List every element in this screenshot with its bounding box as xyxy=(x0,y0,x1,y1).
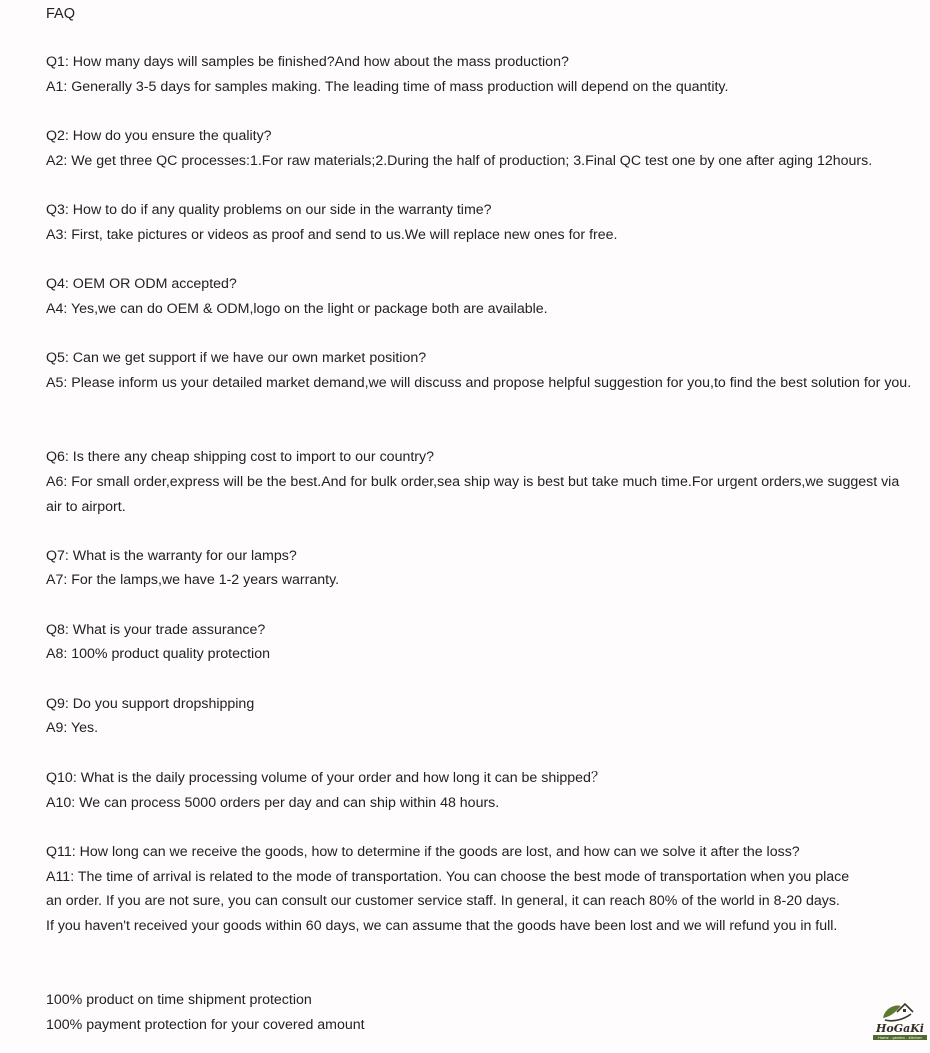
faq-answer-1: A1: Generally 3-5 days for samples making. The leading time of mass production will depend on the quantity. xyxy=(46,79,729,95)
faq-answer-2: A2: We get three QC processes:1.For raw materials;2.During the half of production; 3.Final QC test one by one after aging 12hours. xyxy=(46,153,873,169)
brand-logo xyxy=(871,1000,929,1042)
faq-question-10: Q10: What is the daily processing volume of your order and how long it can be shipped？ xyxy=(46,770,606,786)
faq-question-9: Q9: Do you support dropshipping xyxy=(46,696,255,712)
faq-answer-4: A4: Yes,we can do OEM & ODM,logo on the light or package both are available. xyxy=(46,301,548,317)
faq-answer-9: A9: Yes. xyxy=(46,720,99,736)
logo-brand-text: HoGaKi xyxy=(876,1022,924,1035)
faq-question-7: Q7: What is the warranty for our lamps? xyxy=(46,548,297,564)
faq-answer-7: A7: For the lamps,we have 1-2 years warranty. xyxy=(46,572,340,588)
faq-question-2: Q2: How do you ensure the quality? xyxy=(46,128,272,144)
faq-question-8: Q8: What is your trade assurance? xyxy=(46,622,266,638)
faq-answer-8: A8: 100% product quality protection xyxy=(46,646,270,662)
guarantee-payment: 100% payment protection for your covered amount xyxy=(46,1017,365,1033)
logo-tagline: Home - garden - kitchen xyxy=(878,1036,922,1041)
house-leaf-icon xyxy=(871,1000,929,1042)
faq-question-5: Q5: Can we get support if we have our own market position? xyxy=(46,350,427,366)
faq-answer-10: A10: We can process 5000 orders per day and can ship within 48 hours. xyxy=(46,795,500,811)
faq-question-3: Q3: How to do if any quality problems on our side in the warranty time? xyxy=(46,202,492,218)
faq-answer-6: A6: For small order,express will be the best.And for bulk order,sea ship way is best but take much time.For urgent orders,we suggest via air to airport. xyxy=(46,474,900,515)
faq-answer-11-line-3: If you haven't received your goods within 60 days, we can assume that the goods have been lost and we will refund you in full. xyxy=(46,918,838,934)
faq-answer-11-line-1: A11: The time of arrival is related to the mode of transportation. You can choose the best mode of transportation when you place xyxy=(46,869,850,885)
faq-question-11: Q11: How long can we receive the goods, how to determine if the goods are lost, and how can we solve it after the loss? xyxy=(46,844,800,860)
faq-question-1: Q1: How many days will samples be finished?And how about the mass production? xyxy=(46,54,569,70)
guarantee-shipment: 100% product on time shipment protection xyxy=(46,992,312,1008)
faq-answer-3: A3: First, take pictures or videos as proof and send to us.We will replace new ones for free. xyxy=(46,227,618,243)
faq-question-6: Q6: Is there any cheap shipping cost to import to our country? xyxy=(46,449,435,465)
faq-question-4: Q4: OEM OR ODM accepted? xyxy=(46,276,237,292)
faq-title: FAQ xyxy=(46,6,76,22)
faq-answer-5: A5: Please inform us your detailed market demand,we will discuss and propose helpful suggestion for you,to find the best solution for you. xyxy=(46,375,912,391)
faq-answer-11-line-2: an order. If you are not sure, you can consult our customer service staff. In general, it can reach 80% of the world in 8-20 days. xyxy=(46,893,840,909)
